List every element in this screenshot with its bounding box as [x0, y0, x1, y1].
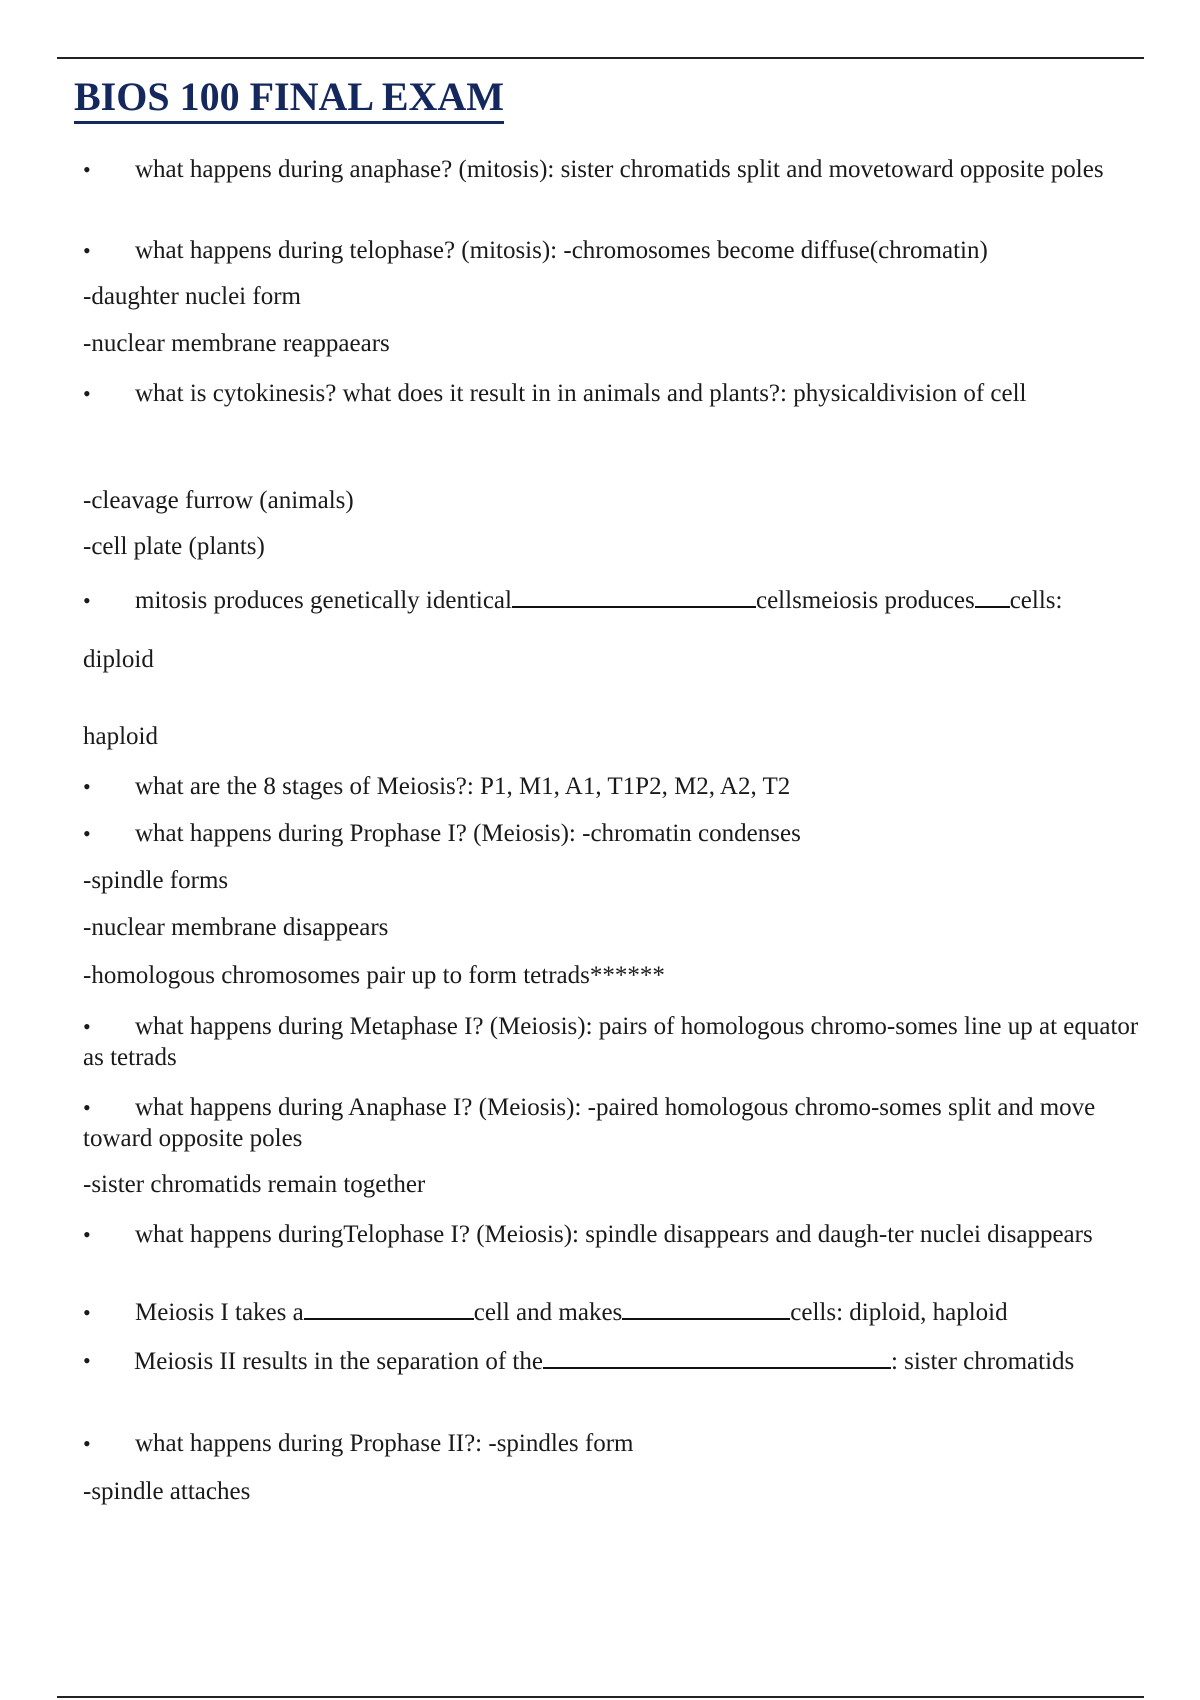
answer-line: -nuclear membrane reappaears — [83, 330, 390, 357]
list-item-metaphase-1 — [83, 1011, 1151, 1073]
list-item-anaphase-1 — [83, 1092, 1151, 1154]
answer-line: -daughter nuclei form — [83, 283, 301, 310]
bullet-icon: • — [83, 238, 91, 263]
item-text: what is cytokinesis? what does it result in in animals and plants?: physicaldivision of cell — [135, 380, 1027, 407]
item-text: : sister chromatids — [890, 1348, 1075, 1375]
bullet-icon: • — [83, 1014, 91, 1039]
bullet-icon: • — [83, 774, 91, 799]
list-item-prophase-1 — [83, 818, 1151, 849]
item-text: what happens during anaphase? (mitosis): sister chromatids split and movetoward opposite poles — [135, 156, 1104, 183]
item-text: cellsmeiosis produces — [755, 587, 975, 614]
bottom-rule — [57, 1696, 1144, 1698]
bullet-icon: • — [83, 1431, 91, 1456]
list-item-telophase — [83, 235, 1151, 266]
list-item-prophase-2 — [83, 1428, 1151, 1459]
answer-line: haploid — [83, 723, 158, 750]
item-text: cells: — [1009, 587, 1063, 614]
item-text: what happens during Prophase II?: -spindles form — [135, 1430, 634, 1457]
item-text: what happens during Anaphase I? (Meiosis): -paired homologous chromo-somes split and move toward opposite poles — [83, 1094, 1096, 1152]
item-text: what happens during telophase? (mitosis): -chromosomes become diffuse(chromatin) — [135, 237, 988, 264]
fill-in-blank — [543, 1345, 891, 1369]
bullet-icon: • — [83, 1300, 91, 1325]
list-item-meiosis-2 — [83, 1345, 1151, 1377]
item-text: cells: diploid, haploid — [790, 1299, 1008, 1326]
bullet-icon: • — [83, 1348, 91, 1373]
answer-line: diploid — [83, 646, 154, 673]
item-text: what are the 8 stages of Meiosis?: P1, M1, A1, T1P2, M2, A2, T2 — [135, 773, 791, 800]
item-text: what happens duringTelophase I? (Meiosis): spindle disappears and daugh-ter nuclei disappears — [135, 1221, 1093, 1248]
answer-line: -sister chromatids remain together — [83, 1171, 426, 1198]
item-text: what happens during Metaphase I? (Meiosis): pairs of homologous chromo-somes line up at equator as tetrads — [83, 1013, 1139, 1071]
list-item-anaphase — [83, 154, 1151, 185]
answer-line: -cleavage furrow (animals) — [83, 487, 354, 514]
fill-in-blank — [512, 584, 756, 608]
list-item-meiosis-stages — [83, 771, 1151, 802]
bullet-icon: • — [83, 1095, 91, 1120]
bullet-icon: • — [83, 381, 91, 406]
top-rule — [57, 57, 1144, 59]
list-item-mitosis-produces — [83, 584, 1151, 616]
item-text: Meiosis II results in the separation of the — [134, 1348, 543, 1375]
fill-in-blank — [975, 584, 1010, 608]
answer-line: -spindle forms — [83, 867, 229, 894]
bullet-icon: • — [83, 1222, 91, 1247]
answer-line: -cell plate (plants) — [83, 533, 265, 560]
list-item-meiosis-1 — [83, 1296, 1151, 1328]
item-text: Meiosis I takes a — [135, 1299, 304, 1326]
page-title: BIOS 100 FINAL EXAM — [74, 74, 504, 124]
item-text: what happens during Prophase I? (Meiosis): -chromatin condenses — [135, 820, 801, 847]
item-text: cell and makes — [473, 1299, 623, 1326]
bullet-icon: • — [83, 588, 91, 613]
list-item-telophase-1 — [83, 1219, 1151, 1250]
list-item-cytokinesis — [83, 378, 1151, 409]
answer-line: -homologous chromosomes pair up to form tetrads****** — [83, 962, 665, 989]
bullet-icon: • — [83, 157, 91, 182]
fill-in-blank — [622, 1296, 790, 1320]
answer-line: -spindle attaches — [83, 1478, 251, 1505]
answer-line: -nuclear membrane disappears — [83, 914, 389, 941]
item-text: mitosis produces genetically identical — [135, 587, 512, 614]
bullet-icon: • — [83, 821, 91, 846]
fill-in-blank — [304, 1296, 474, 1320]
